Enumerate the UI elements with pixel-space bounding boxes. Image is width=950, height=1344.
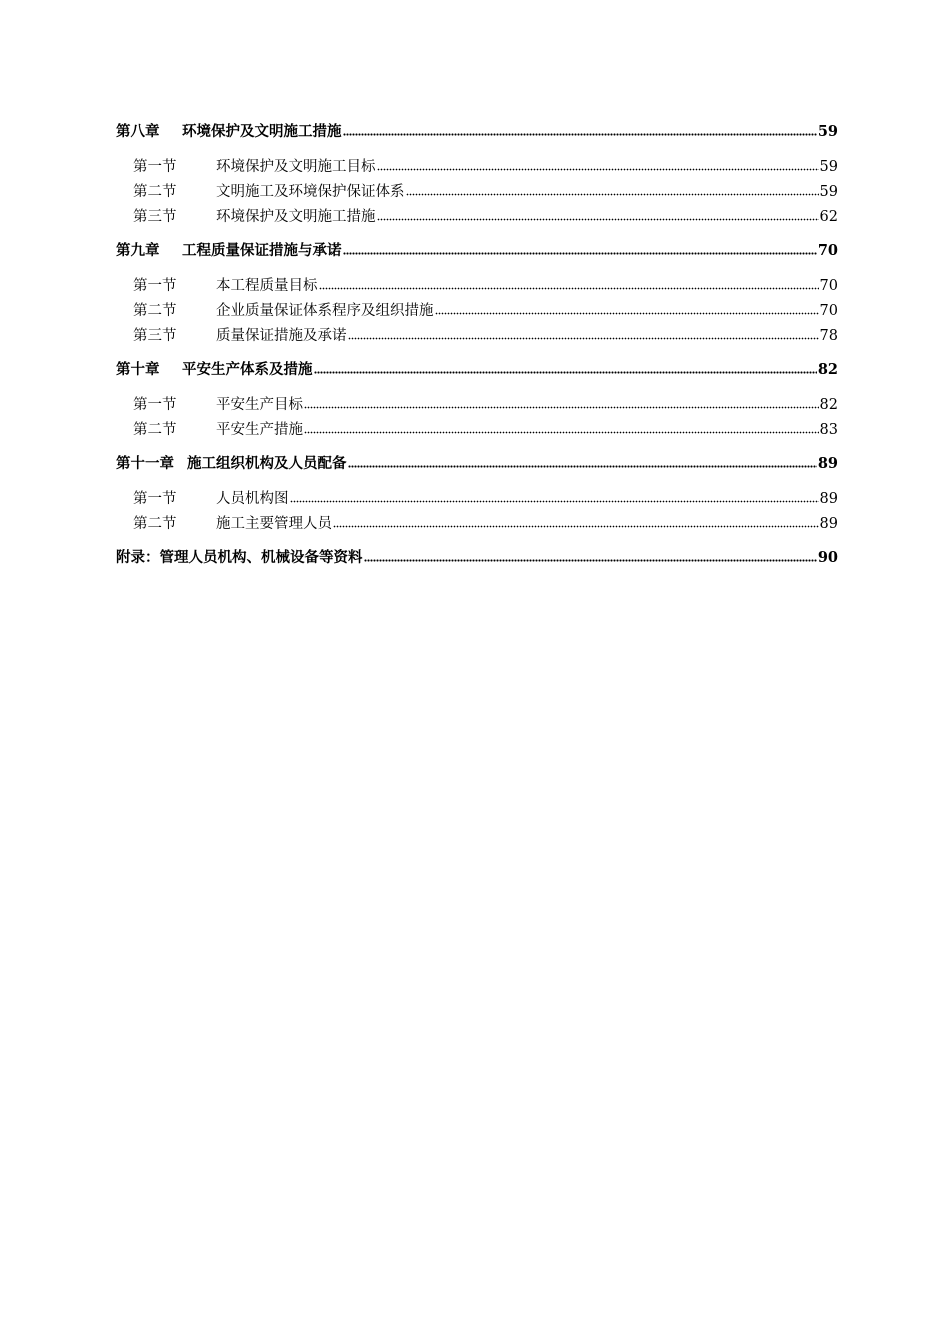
dot-leader [290, 500, 819, 503]
chapter-number: 第九章 [116, 242, 160, 259]
toc-section-9-1[interactable] [116, 276, 838, 296]
section-number: 第二节 [133, 184, 177, 200]
chapter-number: 第十章 [116, 361, 160, 378]
page-number: 89 [817, 455, 838, 472]
section-title: 企业质量保证体系程序及组织措施 [216, 303, 434, 319]
dot-leader [348, 337, 819, 340]
page-number: 59 [819, 184, 838, 200]
page-number: 90 [817, 549, 838, 566]
page-number: 82 [817, 361, 838, 378]
toc-section-9-2[interactable] [116, 301, 838, 321]
page-number: 70 [819, 303, 838, 319]
toc-section-8-1[interactable] [116, 157, 838, 177]
chapter-title: 平安生产体系及措施 [182, 361, 313, 378]
page-number: 82 [819, 397, 838, 413]
toc-section-8-2[interactable] [116, 182, 838, 202]
section-number: 第二节 [133, 516, 177, 532]
toc-chapter-11[interactable] [116, 454, 838, 474]
toc-section-10-1[interactable] [116, 395, 838, 415]
chapter-title: 施工组织机构及人员配备 [187, 455, 347, 472]
section-number: 第一节 [133, 159, 177, 175]
section-title: 环境保护及文明施工目标 [216, 159, 376, 175]
chapter-title: 环境保护及文明施工措施 [182, 123, 342, 140]
page-number: 59 [819, 159, 838, 175]
dot-leader [304, 431, 819, 434]
section-number: 第二节 [133, 303, 177, 319]
section-number: 第三节 [133, 209, 177, 225]
dot-leader [377, 218, 819, 221]
chapter-number: 第十一章 [116, 455, 174, 472]
section-title: 平安生产措施 [216, 422, 303, 438]
toc-section-9-3[interactable] [116, 326, 838, 346]
dot-leader [348, 465, 817, 468]
section-title: 质量保证措施及承诺 [216, 328, 347, 344]
toc-chapter-10[interactable] [116, 360, 838, 380]
toc-section-11-1[interactable] [116, 489, 838, 509]
toc-section-11-2[interactable] [116, 514, 838, 534]
section-title: 人员机构图 [216, 491, 289, 507]
page-number: 70 [817, 242, 838, 259]
section-number: 第一节 [133, 397, 177, 413]
section-title: 平安生产目标 [216, 397, 303, 413]
dot-leader [377, 168, 819, 171]
section-title: 文明施工及环境保护保证体系 [216, 184, 405, 200]
section-number: 第一节 [133, 278, 177, 294]
chapter-title: 工程质量保证措施与承诺 [182, 242, 342, 259]
toc-appendix[interactable] [116, 548, 838, 568]
section-number: 第三节 [133, 328, 177, 344]
page-number: 62 [819, 209, 838, 225]
page-number: 78 [819, 328, 838, 344]
dot-leader [304, 406, 819, 409]
page-number: 89 [819, 491, 838, 507]
section-title: 施工主要管理人员 [216, 516, 332, 532]
page-number: 89 [819, 516, 838, 532]
dot-leader [364, 559, 817, 562]
toc-chapter-9[interactable] [116, 241, 838, 261]
section-number: 第二节 [133, 422, 177, 438]
appendix-title: 附录：管理人员机构、机械设备等资料 [116, 549, 363, 566]
section-title: 环境保护及文明施工措施 [216, 209, 376, 225]
toc-chapter-8[interactable] [116, 122, 838, 142]
section-title: 本工程质量目标 [216, 278, 318, 294]
dot-leader [435, 312, 819, 315]
dot-leader [319, 287, 819, 290]
dot-leader [314, 371, 817, 374]
page-number: 83 [819, 422, 838, 438]
toc-section-8-3[interactable] [116, 207, 838, 227]
chapter-number: 第八章 [116, 123, 160, 140]
dot-leader [406, 193, 819, 196]
toc-section-10-2[interactable] [116, 420, 838, 440]
page-number: 59 [817, 123, 838, 140]
section-number: 第一节 [133, 491, 177, 507]
dot-leader [333, 525, 819, 528]
page-number: 70 [819, 278, 838, 294]
dot-leader [343, 252, 817, 255]
dot-leader [343, 133, 817, 136]
